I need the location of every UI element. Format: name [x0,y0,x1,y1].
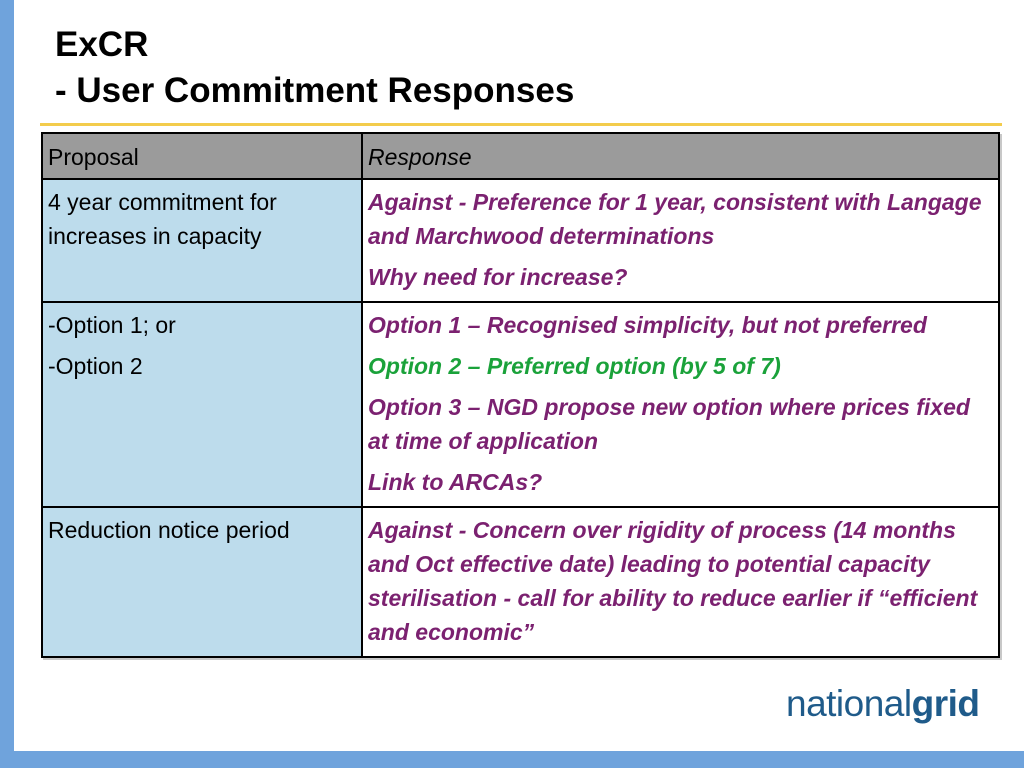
responses-table [41,132,1000,658]
response-text: Link to ARCAs? [368,469,543,495]
table-header-row [42,133,999,179]
logo-text-national: national [786,683,912,724]
response-text: Against - Preference for 1 year, consistent with Langage and Marchwood determinations [368,189,982,249]
proposal-cell [42,179,362,302]
title-divider [40,123,1002,126]
table-row [42,302,999,507]
response-text: Option 3 – NGD propose new option where prices fixed at time of application [368,394,970,454]
header-proposal: Proposal [42,133,362,179]
response-cell [362,302,999,507]
proposal-cell [42,507,362,657]
slide-title-line1: ExCR [55,25,149,64]
proposal-text: -Option 1; or [48,312,176,338]
response-text: Against - Concern over rigidity of process (14 months and Oct effective date) leading to potential capacity sterilisation - call for ability to reduce earlier if “efficient and economic” [368,517,978,645]
logo-text-grid: grid [911,683,980,724]
preferred-option-text: Option 2 – Preferred option (by 5 of 7) [368,353,781,379]
national-grid-logo [786,682,980,726]
header-response: Response [362,133,999,179]
response-cell [362,179,999,302]
bottom-accent-bar [0,751,1024,768]
proposal-cell [42,302,362,507]
response-text: Option 1 – Recognised simplicity, but not preferred [368,312,927,338]
table-row [42,179,999,302]
proposal-text: -Option 2 [48,353,143,379]
slide-title-line2: - User Commitment Responses [55,71,575,110]
response-text: Why need for increase? [368,264,628,290]
left-accent-bar [0,0,14,768]
proposal-text: 4 year commitment for increases in capacity [48,189,277,249]
proposal-text: Reduction notice period [48,517,290,543]
table-row [42,507,999,657]
slide-title [55,22,574,114]
response-cell [362,507,999,657]
